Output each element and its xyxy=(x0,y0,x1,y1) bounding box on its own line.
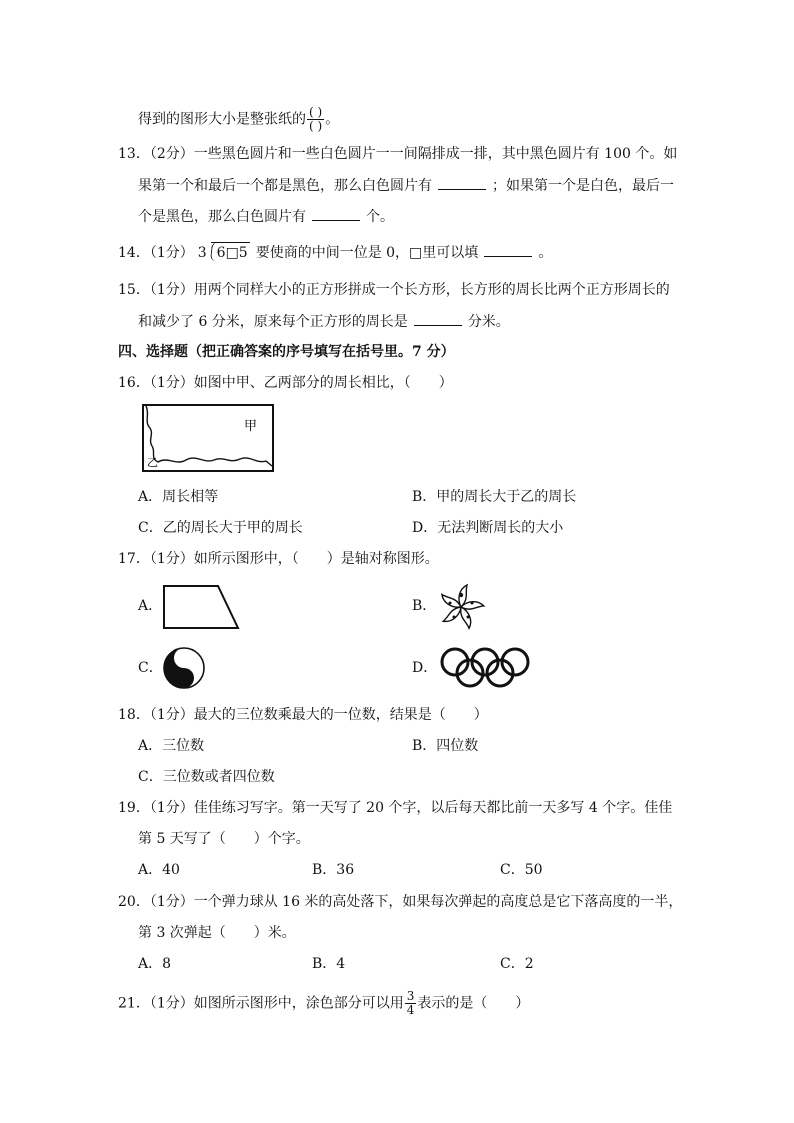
q13-line2a: 果第一个和最后一个都是黑色，那么白色圆片有 xyxy=(138,178,432,194)
section4-title: 四、选择题（把正确答案的序号填写在括号里。7 分） xyxy=(118,344,455,360)
q14-end: 。 xyxy=(538,245,553,261)
q19-option-c[interactable]: C．50 xyxy=(500,862,543,878)
q16-stem: 16．（1分）如图中甲、乙两部分的周长相比，（ ） xyxy=(118,375,453,391)
q16-label-jia: 甲 xyxy=(244,419,258,434)
q17-option-a[interactable]: A． xyxy=(138,598,163,614)
q17-option-c[interactable]: C． xyxy=(138,660,163,676)
q13-blank1[interactable] xyxy=(438,175,486,190)
q14-blank[interactable] xyxy=(484,242,532,257)
q14-text: 要使商的中间一位是 0，□里可以填 xyxy=(255,245,479,261)
q21-frac-top: 3 xyxy=(406,989,415,1003)
q16-option-a[interactable]: A．周长相等 xyxy=(138,489,219,505)
q18-option-a[interactable]: A．三位数 xyxy=(138,738,205,754)
q14-long-division xyxy=(211,242,250,263)
q12-tail xyxy=(138,106,339,133)
q16-option-d[interactable]: D．无法判断周长的大小 xyxy=(412,520,564,536)
q20-option-b[interactable]: B．4 xyxy=(312,956,346,972)
q17-option-b[interactable]: B． xyxy=(412,598,437,614)
q13-line3a: 个是黑色，那么白色圆片有 xyxy=(138,209,306,225)
q13-line2b: ；如果第一个是白色，最后一 xyxy=(492,178,674,194)
q16-divider-curve xyxy=(146,406,272,466)
q13-line3b: 个。 xyxy=(366,209,394,225)
q17-option-d[interactable]: D． xyxy=(412,660,438,676)
q14-dividend: 6□5 xyxy=(216,245,248,261)
q18-stem: 18．（1分）最大的三位数乘最大的一位数，结果是（ ） xyxy=(118,707,488,723)
q16-option-b[interactable]: B．甲的周长大于乙的周长 xyxy=(412,489,577,505)
q12-frac-bot: ( ) xyxy=(309,119,323,133)
q13-blank2[interactable] xyxy=(312,206,360,221)
q15-line2b: 分米。 xyxy=(467,314,510,330)
q19-line1: 19．（1分）佳佳练习写字。第一天写了 20 个字，以后每天都比前一天多写 4 个字。佳佳 xyxy=(118,800,673,816)
q12-text: 得到的图形大小是整张纸的 xyxy=(138,111,306,128)
q21-frac-bot: 4 xyxy=(406,1003,415,1017)
q20-line1: 20．（1分）一个弹力球从 16 米的高处落下，如果每次弹起的高度总是它下落高度的一半， xyxy=(118,894,683,910)
q19-option-b[interactable]: B．36 xyxy=(312,862,355,878)
q16-option-c[interactable]: C．乙的周长大于甲的周长 xyxy=(138,520,303,536)
q16-label-yi: 乙 xyxy=(147,456,158,469)
q20-option-c[interactable]: C．2 xyxy=(500,956,534,972)
q21-fraction xyxy=(405,990,417,1017)
trapezoid-shape xyxy=(162,584,242,630)
q19-line2: 第 5 天写了（ ）个字。 xyxy=(138,831,310,847)
q15-blank[interactable] xyxy=(414,311,462,326)
q21-line xyxy=(118,990,529,1017)
q21-suffix: 表示的是（ ） xyxy=(417,995,530,1012)
q16-figure xyxy=(142,404,274,472)
q15-line1: 15．（1分）用两个同样大小的正方形拼成一个长方形，长方形的周长比两个正方形周长的 xyxy=(118,282,670,298)
q12-end: 。 xyxy=(325,111,340,128)
q13-line3 xyxy=(138,206,394,227)
q20-line2: 第 3 次弹起（ ）米。 xyxy=(138,925,296,941)
yin-yang-icon xyxy=(162,646,206,690)
q13-line1: 13．（2分）一些黑色圆片和一些白色圆片一一间隔排成一排，其中黑色圆片有 100 个。如 xyxy=(118,146,678,162)
q18-option-c[interactable]: C．三位数或者四位数 xyxy=(138,769,275,785)
q19-option-a[interactable]: A．40 xyxy=(138,862,180,878)
q17-stem: 17．（1分）如所示图形中，（ ）是轴对称图形。 xyxy=(118,551,439,567)
q15-line2a: 和减少了 6 分米，原来每个正方形的周长是 xyxy=(138,314,408,330)
q12-frac-top: ( ) xyxy=(309,105,323,119)
bauhinia-flower-icon xyxy=(436,582,486,632)
q20-option-a[interactable]: A．8 xyxy=(138,956,172,972)
q21-prefix: 21．（1分）如图所示图形中，涂色部分可以用 xyxy=(118,995,404,1012)
q13-line2 xyxy=(138,175,674,196)
olympic-rings-icon xyxy=(439,646,533,690)
q15-line2 xyxy=(138,311,510,332)
q14-line xyxy=(118,242,552,263)
q12-fraction xyxy=(307,106,324,133)
q14-divisor: 3 xyxy=(197,245,207,261)
q14-prefix: 14．（1分） xyxy=(118,245,194,261)
q18-option-b[interactable]: B．四位数 xyxy=(412,738,479,754)
